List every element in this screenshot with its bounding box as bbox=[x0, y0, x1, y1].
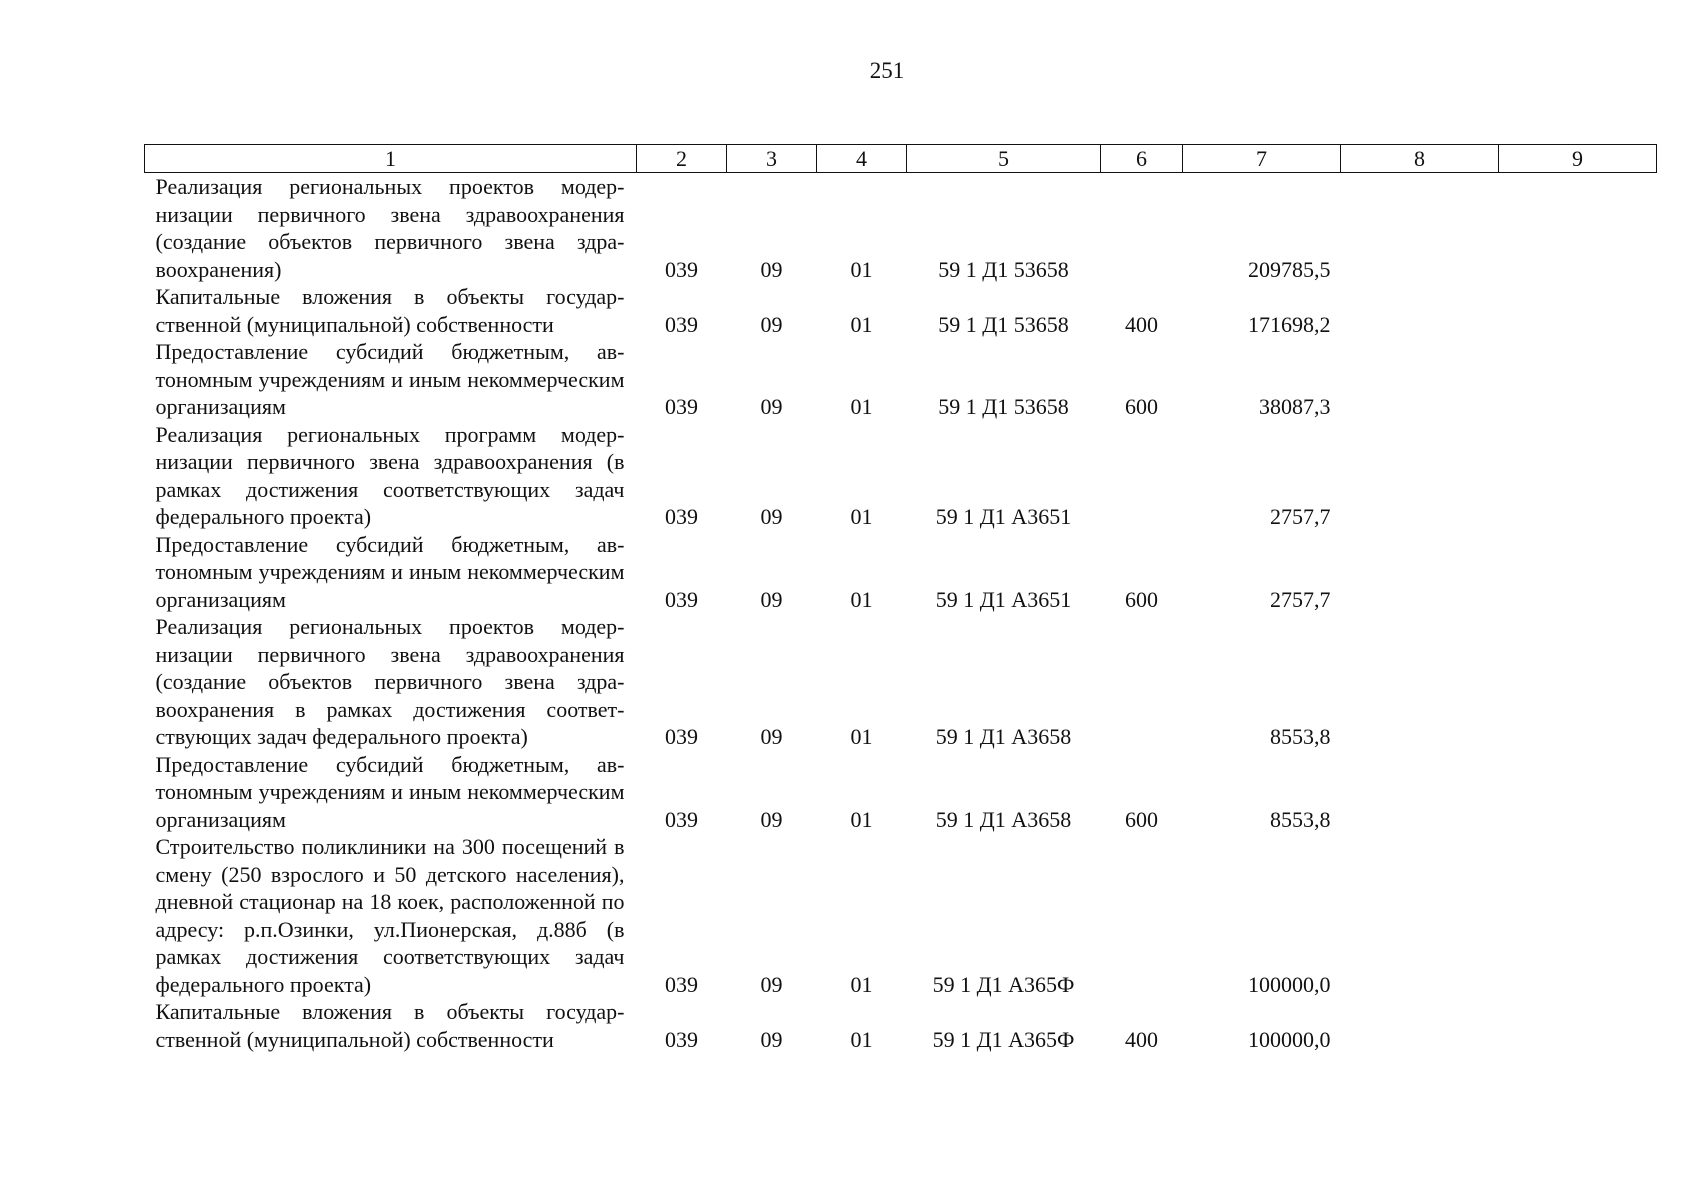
cell-ministry-code: 039 bbox=[665, 1026, 698, 1052]
cell-ministry-code: 039 bbox=[665, 586, 698, 612]
column-header-5: 5 bbox=[907, 145, 1101, 173]
cell-column-9 bbox=[1499, 173, 1657, 284]
cell-ministry-code: 039 bbox=[665, 256, 698, 282]
cell-section-code: 09 bbox=[760, 724, 783, 749]
cell-amount: 8553,8 bbox=[1270, 724, 1331, 749]
budget-table bbox=[144, 144, 1657, 1053]
row-description: Предоставление субсидий бюджетным, автономным учреждениям и иным некоммерческим организациям bbox=[155, 531, 625, 612]
cell-expense-type bbox=[1101, 833, 1183, 998]
table-row bbox=[145, 173, 1657, 284]
table-row bbox=[145, 833, 1657, 998]
row-description: Предоставление субсидий бюджетным, автономным учреждениям и иным некоммерческим организациям bbox=[155, 751, 625, 832]
row-description: Предоставление субсидий бюджетным, автономным учреждениям и иным некоммерческим организациям bbox=[155, 339, 625, 419]
cell-section-code: 09 bbox=[760, 394, 783, 419]
cell-subsection-code: 01 bbox=[850, 394, 873, 419]
cell-column-9 bbox=[1499, 998, 1657, 1053]
column-header-1: 1 bbox=[145, 145, 637, 173]
column-header-2: 2 bbox=[637, 145, 727, 173]
cell-amount: 171698,2 bbox=[1248, 311, 1331, 337]
table-row bbox=[145, 338, 1657, 421]
cell-column-8 bbox=[1341, 283, 1499, 338]
column-header-6: 6 bbox=[1101, 145, 1183, 173]
cell-target-article: 59 1 Д1 А365Ф bbox=[932, 971, 1075, 997]
cell-section-code: 09 bbox=[760, 504, 783, 529]
table-row bbox=[145, 998, 1657, 1053]
cell-section-code: 09 bbox=[760, 586, 783, 612]
row-description: Реализация региональных программ модернизации первичного звена здравоохранения (в рамках достижения соответствующих задач федерального проекта) bbox=[155, 421, 625, 529]
cell-expense-type: 400 bbox=[1125, 311, 1158, 337]
cell-amount: 100000,0 bbox=[1248, 971, 1331, 997]
cell-section-code: 09 bbox=[760, 806, 783, 832]
column-header-3: 3 bbox=[727, 145, 817, 173]
cell-section-code: 09 bbox=[760, 971, 783, 997]
cell-amount: 209785,5 bbox=[1248, 256, 1331, 282]
cell-amount: 2757,7 bbox=[1270, 586, 1331, 612]
cell-section-code: 09 bbox=[760, 311, 783, 337]
row-description: Строительство поликлиники на 300 посещений в смену (250 взрослого и 50 детского населения), дневной стационар на 18 коек, расположенной по адресу: р.п.Озинки, ул.Пионерская, д.88б (в рамках достижения соответствующих задач федерального проекта) bbox=[155, 834, 625, 997]
cell-ministry-code: 039 bbox=[665, 806, 698, 832]
cell-subsection-code: 01 bbox=[850, 971, 873, 997]
cell-target-article: 59 1 Д1 53658 bbox=[938, 311, 1069, 337]
page-number: 251 bbox=[869, 58, 905, 83]
cell-ministry-code: 039 bbox=[665, 311, 698, 337]
cell-column-8 bbox=[1341, 751, 1499, 834]
cell-column-9 bbox=[1499, 531, 1657, 614]
cell-column-8 bbox=[1341, 338, 1499, 421]
cell-column-9 bbox=[1499, 833, 1657, 998]
cell-expense-type bbox=[1101, 421, 1183, 531]
cell-subsection-code: 01 bbox=[850, 256, 873, 282]
cell-column-8 bbox=[1341, 531, 1499, 614]
cell-expense-type bbox=[1101, 613, 1183, 751]
table-body bbox=[145, 173, 1657, 1054]
cell-column-9 bbox=[1499, 751, 1657, 834]
cell-expense-type bbox=[1101, 173, 1183, 284]
cell-expense-type: 600 bbox=[1125, 586, 1158, 612]
cell-target-article: 59 1 Д1 А3658 bbox=[935, 724, 1072, 749]
column-header-4: 4 bbox=[817, 145, 907, 173]
column-header-8: 8 bbox=[1341, 145, 1499, 173]
cell-target-article: 59 1 Д1 53658 bbox=[938, 394, 1069, 419]
cell-subsection-code: 01 bbox=[850, 586, 873, 612]
cell-column-8 bbox=[1341, 998, 1499, 1053]
cell-ministry-code: 039 bbox=[665, 504, 698, 529]
cell-amount: 100000,0 bbox=[1248, 1026, 1331, 1052]
cell-column-8 bbox=[1341, 833, 1499, 998]
cell-column-9 bbox=[1499, 283, 1657, 338]
cell-column-8 bbox=[1341, 421, 1499, 531]
table-row bbox=[145, 421, 1657, 531]
cell-expense-type: 600 bbox=[1125, 394, 1158, 419]
cell-column-8 bbox=[1341, 613, 1499, 751]
table-row bbox=[145, 751, 1657, 834]
cell-section-code: 09 bbox=[760, 256, 783, 282]
cell-subsection-code: 01 bbox=[850, 504, 873, 529]
column-header-7: 7 bbox=[1183, 145, 1341, 173]
cell-column-8 bbox=[1341, 173, 1499, 284]
cell-ministry-code: 039 bbox=[665, 971, 698, 997]
row-description: Реализация региональных проектов модернизации первичного звена здравоохранения (создание объектов первичного звена здравоохранения в рамках достижения соответствующих задач федерального проекта) bbox=[155, 614, 625, 749]
cell-target-article: 59 1 Д1 А3651 bbox=[935, 586, 1072, 612]
cell-subsection-code: 01 bbox=[850, 311, 873, 337]
cell-target-article: 59 1 Д1 А365Ф bbox=[932, 1026, 1075, 1052]
cell-ministry-code: 039 bbox=[665, 724, 698, 749]
row-description: Реализация региональных проектов модернизации первичного звена здравоохранения (создание объектов первичного звена здравоохранения) bbox=[155, 174, 625, 282]
cell-column-9 bbox=[1499, 421, 1657, 531]
table-row bbox=[145, 283, 1657, 338]
table-row bbox=[145, 531, 1657, 614]
cell-expense-type: 600 bbox=[1125, 806, 1158, 832]
cell-column-9 bbox=[1499, 613, 1657, 751]
table-header-row bbox=[145, 145, 1657, 173]
cell-target-article: 59 1 Д1 53658 bbox=[938, 256, 1069, 282]
table-row bbox=[145, 613, 1657, 751]
row-description: Капитальные вложения в объекты государственной (муниципальной) собственности bbox=[155, 284, 625, 337]
cell-target-article: 59 1 Д1 А3658 bbox=[935, 806, 1072, 832]
cell-section-code: 09 bbox=[760, 1026, 783, 1052]
cell-subsection-code: 01 bbox=[850, 806, 873, 832]
row-description: Капитальные вложения в объекты государственной (муниципальной) собственности bbox=[155, 999, 625, 1052]
cell-amount: 38087,3 bbox=[1259, 394, 1331, 419]
cell-ministry-code: 039 bbox=[665, 394, 698, 419]
cell-amount: 2757,7 bbox=[1270, 504, 1331, 529]
cell-target-article: 59 1 Д1 А3651 bbox=[935, 504, 1072, 529]
cell-expense-type: 400 bbox=[1125, 1026, 1158, 1052]
cell-amount: 8553,8 bbox=[1270, 806, 1331, 832]
cell-subsection-code: 01 bbox=[850, 724, 873, 749]
cell-column-9 bbox=[1499, 338, 1657, 421]
cell-subsection-code: 01 bbox=[850, 1026, 873, 1052]
column-header-9: 9 bbox=[1499, 145, 1657, 173]
